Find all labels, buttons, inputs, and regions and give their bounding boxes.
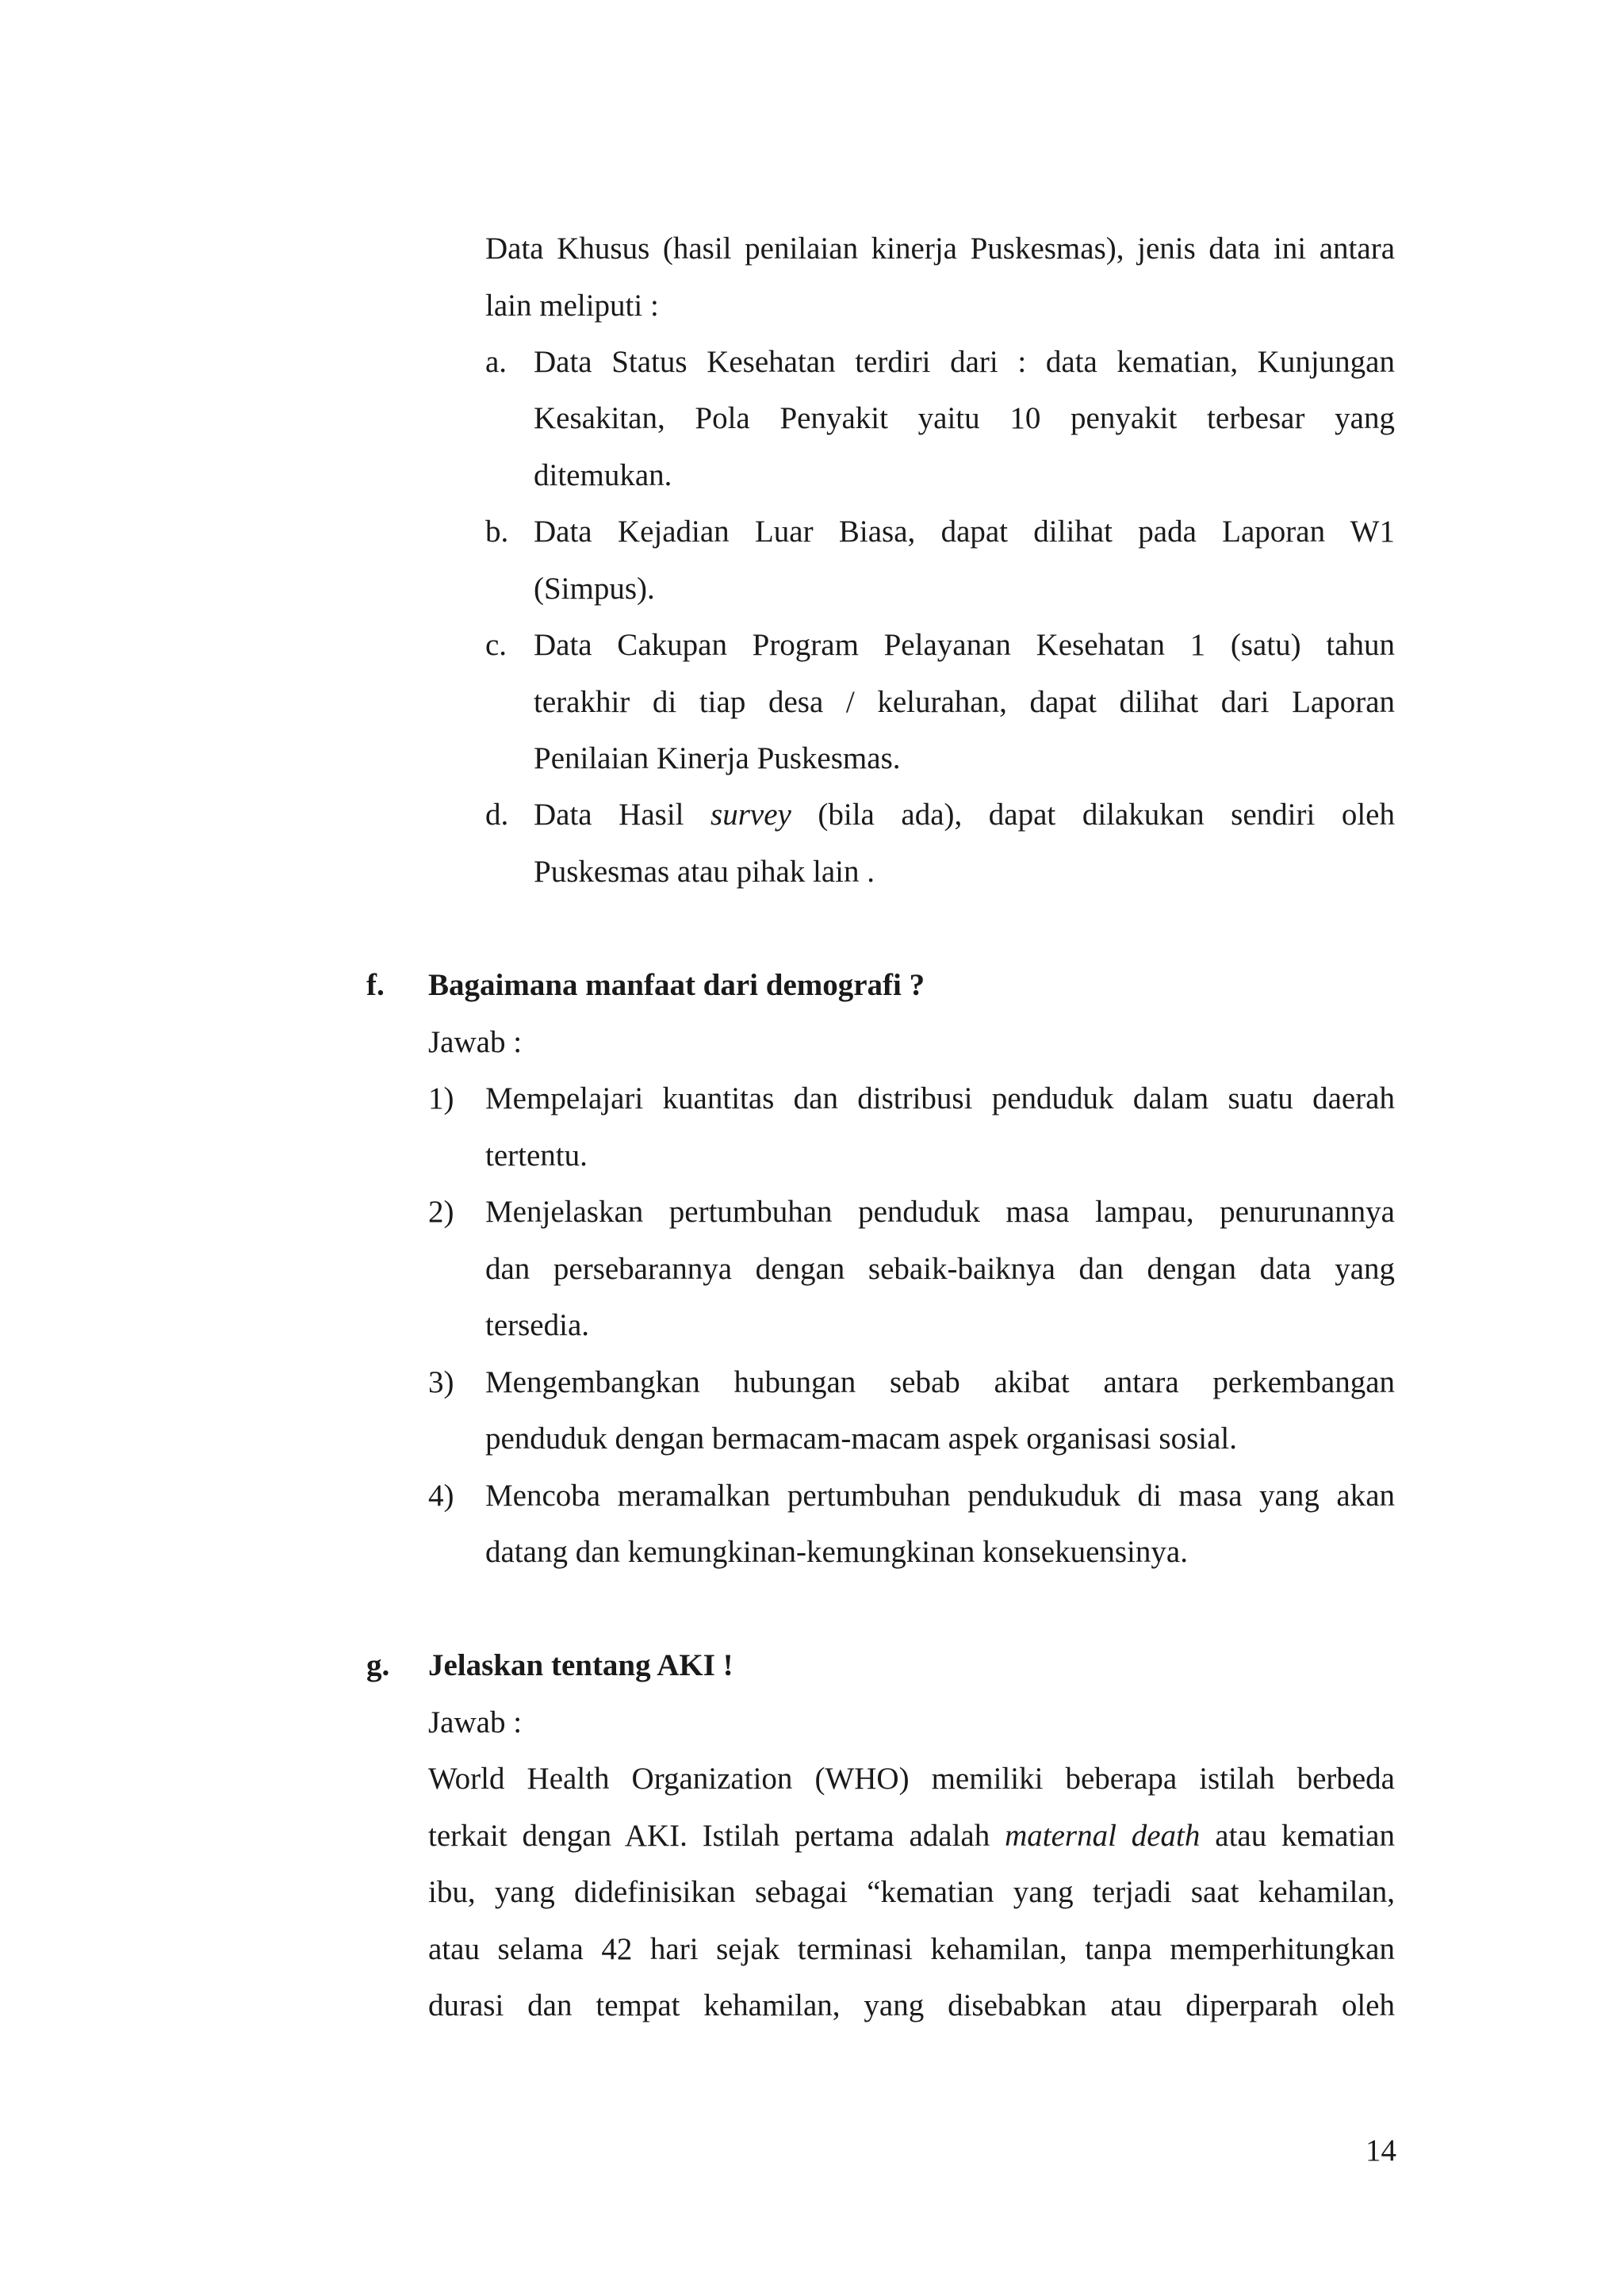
list-marker-4: 4) (428, 1479, 454, 1513)
section-f-marker: f. (366, 968, 385, 1002)
aki-line2-after: atau kematian (1200, 1819, 1395, 1853)
aki-line2-before: terkait dengan AKI. Istilah pertama adalah (428, 1819, 1005, 1853)
item-d-text-after: (bila ada), dapat dilakukan sendiri oleh (791, 798, 1395, 832)
item-c-line-2: terakhir di tiap desa / kelurahan, dapat dilihat dari Laporan (534, 685, 1395, 719)
item-3-line-1: Mengembangkan hubungan sebab akibat antara perkembangan (485, 1365, 1395, 1399)
aki-paragraph-line-1: World Health Organization (WHO) memiliki beberapa istilah berbeda (428, 1762, 1395, 1796)
page-number: 14 (1365, 2133, 1396, 2168)
item-a-line-2: Kesakitan, Pola Penyakit yaitu 10 penyakit terbesar yang (534, 401, 1395, 435)
item-a-line-3: ditemukan. (534, 458, 672, 492)
item-d-italic-term: survey (710, 798, 791, 832)
list-marker-a: a. (485, 345, 508, 379)
list-marker-3: 3) (428, 1365, 454, 1399)
intro-line-1: Data Khusus (hasil penilaian kinerja Puskesmas), jenis data ini antara (485, 232, 1395, 266)
section-g-answer-label: Jawab : (428, 1705, 523, 1739)
section-f-heading: Bagaimana manfaat dari demografi ? (428, 968, 925, 1002)
aki-paragraph-line-2 (428, 1808, 1395, 1865)
item-a-line-1: Data Status Kesehatan terdiri dari : data kematian, Kunjungan (534, 345, 1395, 379)
item-3-line-2: penduduk dengan bermacam-macam aspek organisasi sosial. (485, 1422, 1237, 1456)
item-c-line-3: Penilaian Kinerja Puskesmas. (534, 741, 901, 775)
list-marker-1: 1) (428, 1081, 454, 1115)
section-f-answer-label: Jawab : (428, 1025, 523, 1059)
intro-line-2: lain meliputi : (485, 289, 659, 323)
aki-italic-term: maternal death (1005, 1819, 1201, 1853)
item-1-line-1: Mempelajari kuantitas dan distribusi penduduk dalam suatu daerah (485, 1081, 1395, 1115)
item-c-line-1: Data Cakupan Program Pelayanan Kesehatan 1 (satu) tahun (534, 628, 1395, 662)
list-marker-d: d. (485, 798, 509, 832)
item-2-line-2: dan persebarannya dengan sebaik-baiknya dan dengan data yang (485, 1252, 1395, 1286)
item-4-line-1: Mencoba meramalkan pertumbuhan pendukuduk di masa yang akan (485, 1479, 1395, 1513)
list-marker-c: c. (485, 628, 508, 662)
item-d-line-2: Puskesmas atau pihak lain . (534, 855, 875, 889)
list-marker-2: 2) (428, 1195, 454, 1229)
item-1-line-2: tertentu. (485, 1138, 588, 1173)
item-2-line-3: tersedia. (485, 1308, 590, 1342)
section-g-heading: Jelaskan tentang AKI ! (428, 1648, 733, 1682)
aki-paragraph-line-3: ibu, yang didefinisikan sebagai “kematian yang terjadi saat kehamilan, (428, 1875, 1395, 1909)
item-d-line-1 (534, 786, 1395, 844)
item-4-line-2: datang dan kemungkinan-kemungkinan konsekuensinya. (485, 1535, 1188, 1569)
item-d-text-before: Data Hasil (534, 798, 711, 832)
aki-paragraph-line-4: atau selama 42 hari sejak terminasi kehamilan, tanpa memperhitungkan (428, 1932, 1395, 1966)
item-2-line-1: Menjelaskan pertumbuhan penduduk masa lampau, penurunannya (485, 1195, 1395, 1229)
aki-paragraph-line-5: durasi dan tempat kehamilan, yang disebabkan atau diperparah oleh (428, 1988, 1395, 2022)
section-g-marker: g. (366, 1648, 390, 1682)
item-b-line-1: Data Kejadian Luar Biasa, dapat dilihat pada Laporan W1 (534, 515, 1395, 549)
list-marker-b: b. (485, 515, 509, 549)
item-b-line-2: (Simpus). (534, 572, 655, 606)
